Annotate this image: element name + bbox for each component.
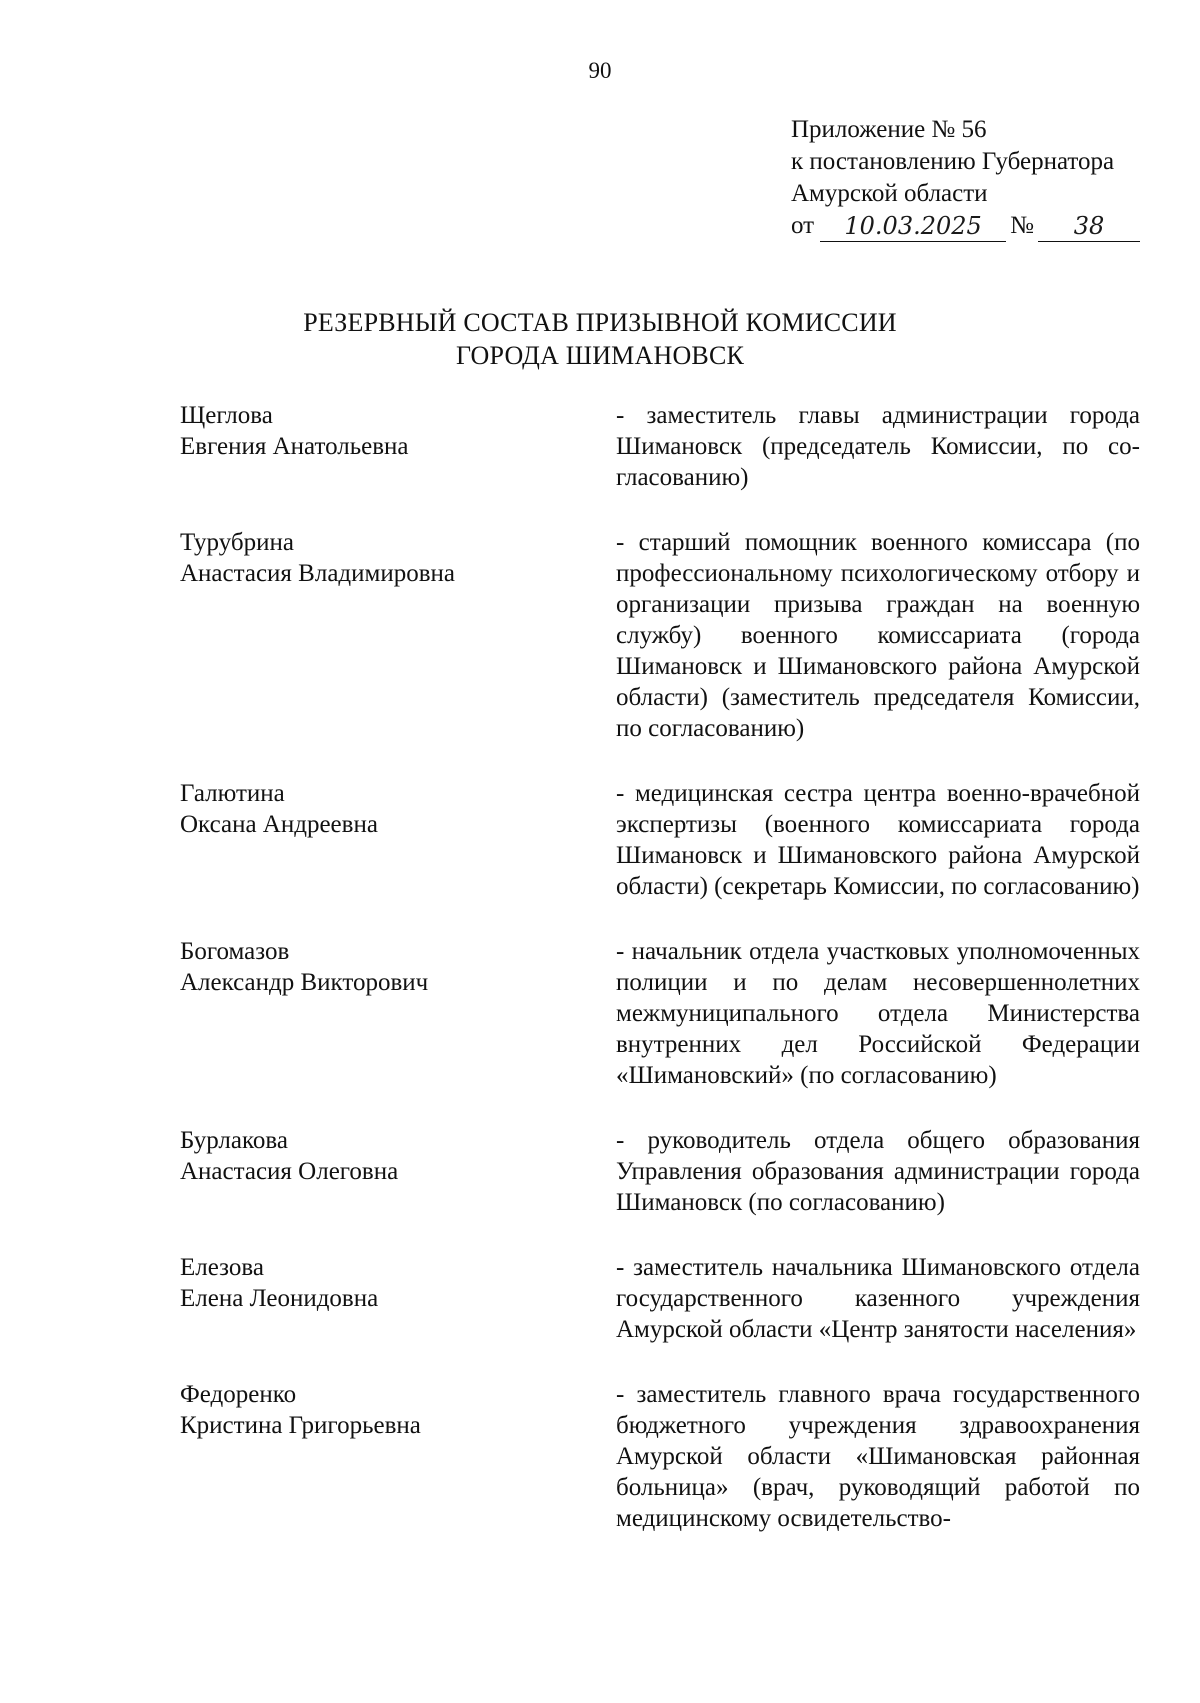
member-role: - начальник отдела участковых уполномоченных полиции и по делам несовершеннолетних межмуниципального отдела Министерства внутренних дел Российской Федерации «Шимановский» (по согласованию) xyxy=(616,938,1140,1089)
member-given-names: Елена Леонидовна xyxy=(180,1285,379,1312)
member-given-names: Оксана Андреевна xyxy=(180,811,378,838)
member-entry xyxy=(180,936,1140,1091)
title-line-1: РЕЗЕРВНЫЙ СОСТАВ ПРИЗЫВНОЙ КОМИССИИ xyxy=(303,308,897,337)
member-name xyxy=(180,778,580,902)
member-role: - руководитель отдела общего образования Управления образования администрации города Шимановск (по согласованию) xyxy=(616,1127,1140,1216)
page-number: 90 xyxy=(588,58,612,83)
member-entry xyxy=(180,1125,1140,1218)
handwritten-number: 38 xyxy=(1038,211,1140,242)
appendix-date-line xyxy=(791,210,1171,242)
member-name xyxy=(180,1379,580,1534)
member-given-names: Анастасия Олеговна xyxy=(180,1158,399,1185)
member-role: - заместитель главного врача государственного бюджетного учреждения здравоохранения Амурской области «Шимановская районная больница» (врач, руководящий работой по медицинскому освидетельство- xyxy=(616,1381,1140,1532)
appendix-region: Амурской области xyxy=(791,180,988,207)
member-surname: Турубрина xyxy=(180,529,294,556)
appendix-number: Приложение № 56 xyxy=(791,116,987,143)
title-line-2: ГОРОДА ШИМАНОВСК xyxy=(455,341,745,370)
members-list xyxy=(180,400,1140,1534)
member-entry xyxy=(180,527,1140,744)
document-title xyxy=(0,306,1200,372)
member-name xyxy=(180,1125,580,1218)
member-surname: Елезова xyxy=(180,1254,264,1281)
appendix-block xyxy=(791,114,1171,242)
member-name xyxy=(180,527,580,744)
member-surname: Галютина xyxy=(180,780,285,807)
member-role: - заместитель начальника Шимановского отдела государственного казенного учреждения Амурской области «Центр занятости населения» xyxy=(616,1254,1140,1343)
member-entry xyxy=(180,1252,1140,1345)
member-surname: Федоренко xyxy=(180,1381,297,1408)
member-role: - старший помощник военного комиссара (по профессиональному психологическому отбору и организации призыва граждан на военную службу) военного комиссариата (города Шимановск и Шимановского района Амурской области) (заместитель председателя Комиссии, по согласованию) xyxy=(616,529,1140,742)
member-name xyxy=(180,400,580,493)
member-given-names: Александр Викторович xyxy=(180,969,429,996)
date-prefix: от xyxy=(791,212,815,239)
member-name xyxy=(180,1252,580,1345)
appendix-reference: к постановлению Губернатора xyxy=(791,148,1115,175)
member-given-names: Евгения Анатольевна xyxy=(180,433,409,460)
member-surname: Богомазов xyxy=(180,938,290,965)
member-entry xyxy=(180,1379,1140,1534)
handwritten-date: 10.03.2025 xyxy=(820,211,1006,242)
member-surname: Щеглова xyxy=(180,402,273,429)
member-entry xyxy=(180,778,1140,902)
member-name xyxy=(180,936,580,1091)
member-role: - медицинская сестра центра военно-врачебной экспертизы (военного комиссариата города Шимановск и Шимановского района Амурской области) (секретарь Комиссии, по согласованию) xyxy=(616,780,1140,900)
member-surname: Бурлакова xyxy=(180,1127,288,1154)
member-given-names: Анастасия Владимировна xyxy=(180,560,455,587)
member-given-names: Кристина Григорьевна xyxy=(180,1412,421,1439)
member-role: - заместитель главы администрации города Шимановск (председатель Комиссии, по согласованию) xyxy=(616,402,1140,491)
member-entry xyxy=(180,400,1140,493)
number-prefix: № xyxy=(1010,212,1034,239)
